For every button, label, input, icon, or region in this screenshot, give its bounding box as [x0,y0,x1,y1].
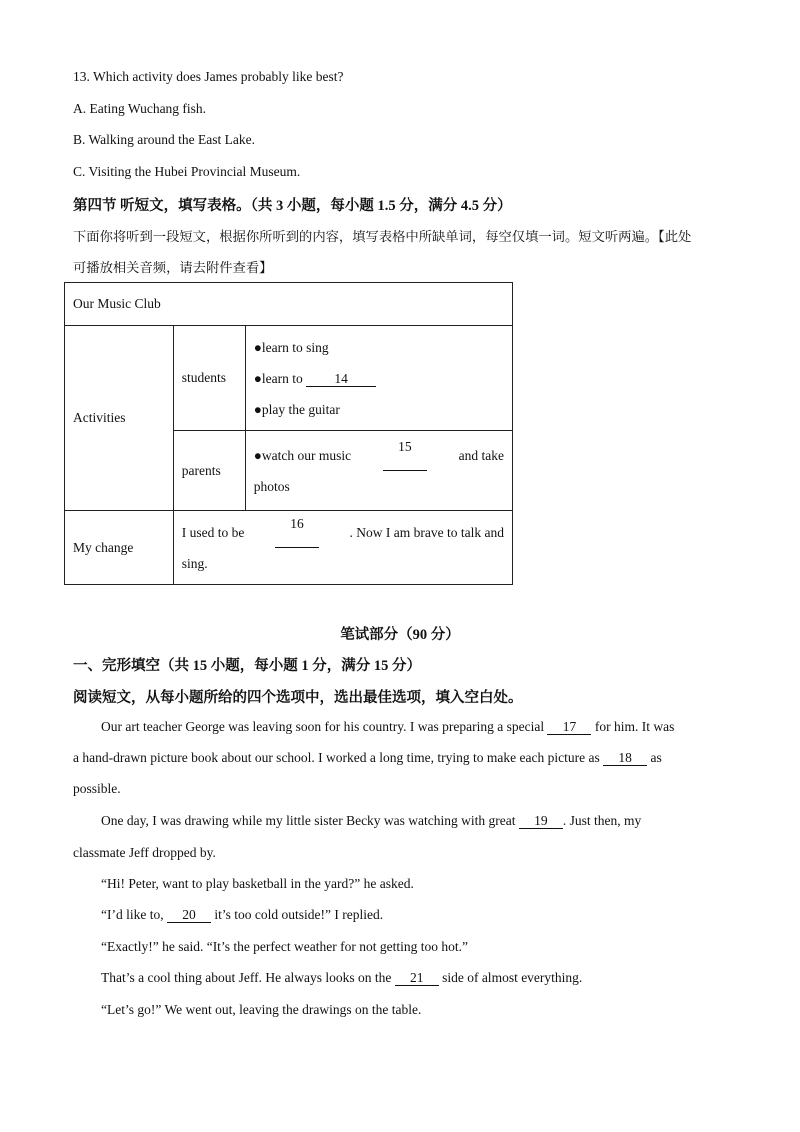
blank-16: 16 [275,517,319,548]
passage-line: a hand-drawn picture book about our school. I worked a long time, trying to make each picture as 18 as [73,750,662,765]
blank-17: 17 [547,720,591,735]
blank-21: 21 [395,971,439,986]
parents-line: ●watch our music 15 and take [254,440,504,471]
blank-18: 18 [603,751,647,766]
question-13: 13. Which activity does James probably like best? [73,69,344,84]
passage-line: “I’d like to, 20 it’s too cold outside!” I replied. [101,907,384,922]
option-b: B. Walking around the East Lake. [73,132,255,147]
blank-20: 20 [167,908,211,923]
parents-text [245,431,512,511]
section4-instruction-2: 可播放相关音频，请去附件查看】 [73,260,273,275]
passage-line: classmate Jeff dropped by. [73,845,216,860]
parents-line: photos [253,478,290,494]
mychange-label: My change [65,511,174,585]
students-item: ●learn to sing [253,339,329,355]
students-label: students [173,326,245,431]
blank-19: 19 [519,814,563,829]
section4-heading: 第四节 听短文，填写表格。（共 3 小题，每小题 1.5 分，满分 4.5 分） [73,198,512,214]
option-a: A. Eating Wuchang fish. [73,101,207,116]
students-item: ●learn to 14 [254,363,504,394]
part1-heading: 一、完形填空（共 15 小题，每小题 1 分，满分 15 分） [73,658,421,674]
passage-line: Our art teacher George was leaving soon for his country. I was preparing a special 17 for him. It was [101,719,675,734]
students-item: ●play the guitar [253,401,340,417]
mychange-line: I used to be 16 . Now I am brave to talk and [182,517,504,548]
passage-line: “Hi! Peter, want to play basketball in the yard?” he asked. [101,876,414,891]
table-title: Our Music Club [65,283,513,326]
passage-line: possible. [73,781,121,796]
activities-label: Activities [65,326,174,511]
music-club-table [64,282,513,585]
passage-line: “Exactly!” he said. “It’s the perfect weather for not getting too hot.” [101,939,468,954]
passage-line: “Let’s go!” We went out, leaving the drawings on the table. [101,1002,422,1017]
option-c: C. Visiting the Hubei Provincial Museum. [73,164,301,179]
mychange-text [173,511,512,585]
passage-line: That’s a cool thing about Jeff. He always looks on the 21 side of almost everything. [101,970,583,985]
part1-instruction: 阅读短文，从每小题所给的四个选项中，选出最佳选项，填入空白处。 [73,690,523,706]
parents-label: parents [173,431,245,511]
section4-instruction-1: 下面你将听到一段短文，根据你所听到的内容，填写表格中所缺单词，每空仅填一词。短文听两遍。【此处 [73,229,692,244]
students-items [245,326,512,431]
blank-14: 14 [306,372,376,387]
blank-15: 15 [383,440,427,471]
written-title: 笔试部分（90 分） [340,627,460,643]
mychange-line: sing. [181,555,208,571]
passage-line: One day, I was drawing while my little sister Becky was watching with great 19 . Just then, my [101,813,642,828]
